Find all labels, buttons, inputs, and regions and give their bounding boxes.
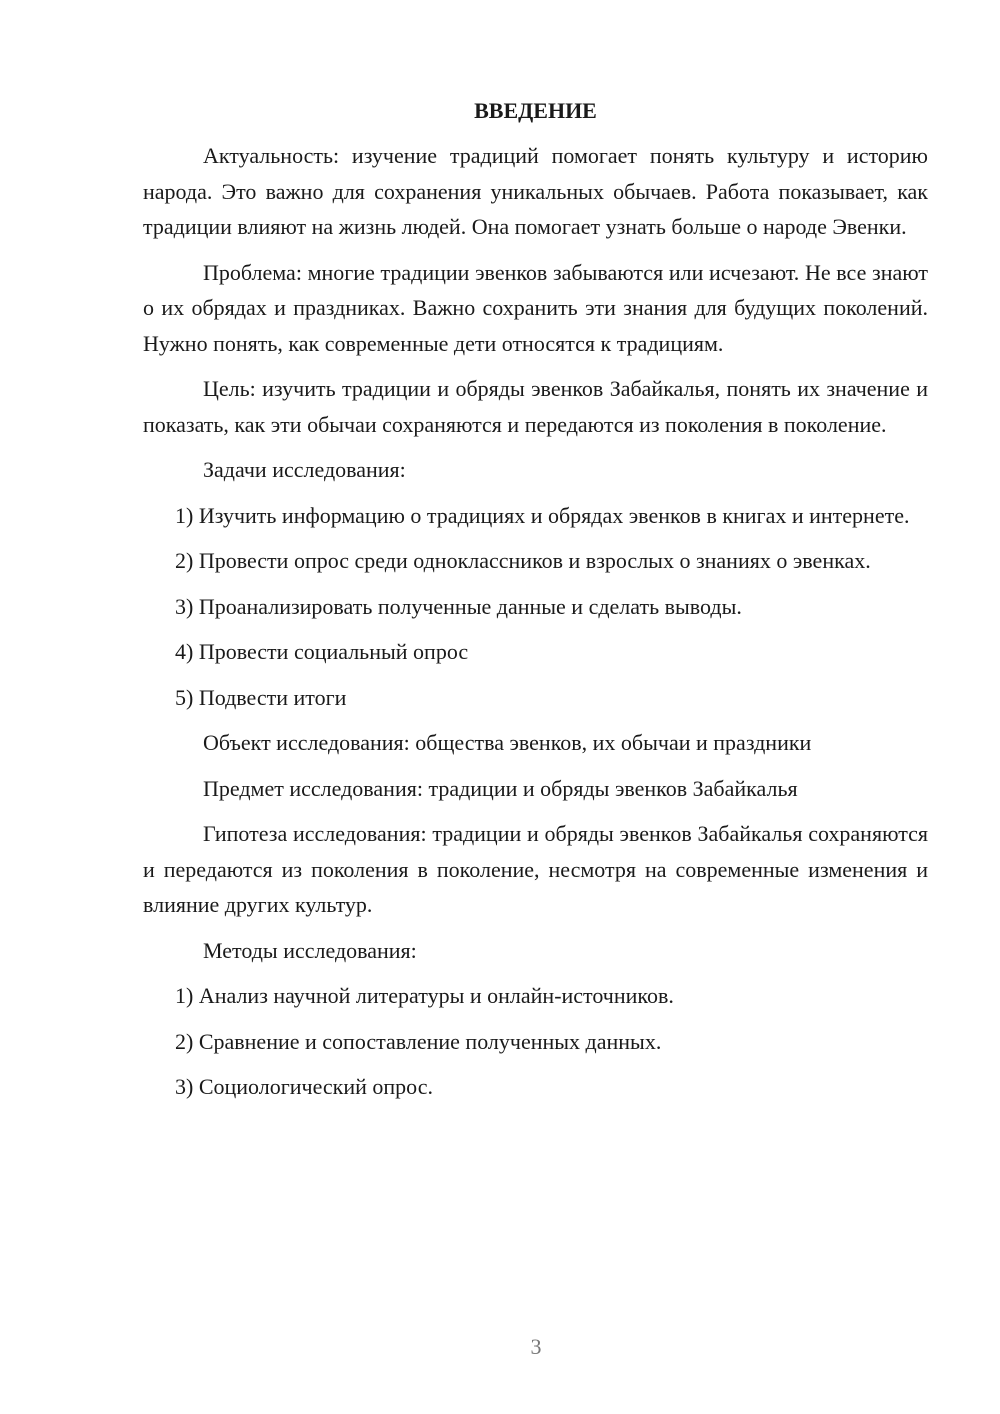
goal-paragraph: Цель: изучить традиции и обряды эвенков Забайкалья, понять их значение и показать, как эти обычаи сохраняются и передаются из поколения в поколение.	[143, 376, 928, 437]
document-page	[143, 96, 928, 1115]
method-item: 3) Социологический опрос.	[175, 1074, 433, 1099]
method-item: 2) Сравнение и сопоставление полученных данных.	[175, 1028, 662, 1054]
problem-paragraph: Проблема: многие традиции эвенков забываются или исчезают. Не все знают о их обрядах и праздниках. Важно сохранить эти знания для будущих поколений. Нужно понять, как современные дети относятся к традициям.	[143, 259, 928, 356]
page-number: 3	[530, 1334, 542, 1359]
methods-heading: Методы исследования:	[203, 937, 417, 963]
section-title: ВВЕДЕНИЕ	[474, 98, 597, 123]
method-item: 1) Анализ научной литературы и онлайн-источников.	[175, 983, 674, 1008]
task-item: 5) Подвести итоги	[175, 684, 347, 710]
task-item: 2) Провести опрос среди одноклассников и взрослых о знаниях о эвенках.	[175, 548, 871, 573]
task-item: 3) Проанализировать полученные данные и сделать выводы.	[175, 593, 742, 619]
subject-paragraph: Предмет исследования: традиции и обряды эвенков Забайкалья	[203, 775, 798, 801]
tasks-heading: Задачи исследования:	[203, 457, 406, 482]
task-item: 1) Изучить информацию о традициях и обрядах эвенков в книгах и интернете.	[175, 502, 910, 528]
hypothesis-paragraph: Гипотеза исследования: традиции и обряды эвенков Забайкалья сохраняются и передаются из поколения в поколение, несмотря на современные изменения и влияние других культур.	[143, 821, 928, 917]
relevance-paragraph: Актуальность: изучение традиций помогает понять культуру и историю народа. Это важно для сохранения уникальных обычаев. Работа показывает, как традиции влияют на жизнь людей. Она помогает узнать больше о народе Эвенки.	[143, 143, 928, 239]
task-item: 4) Провести социальный опрос	[175, 639, 469, 664]
object-paragraph: Объект исследования: общества эвенков, их обычаи и праздники	[203, 730, 812, 755]
